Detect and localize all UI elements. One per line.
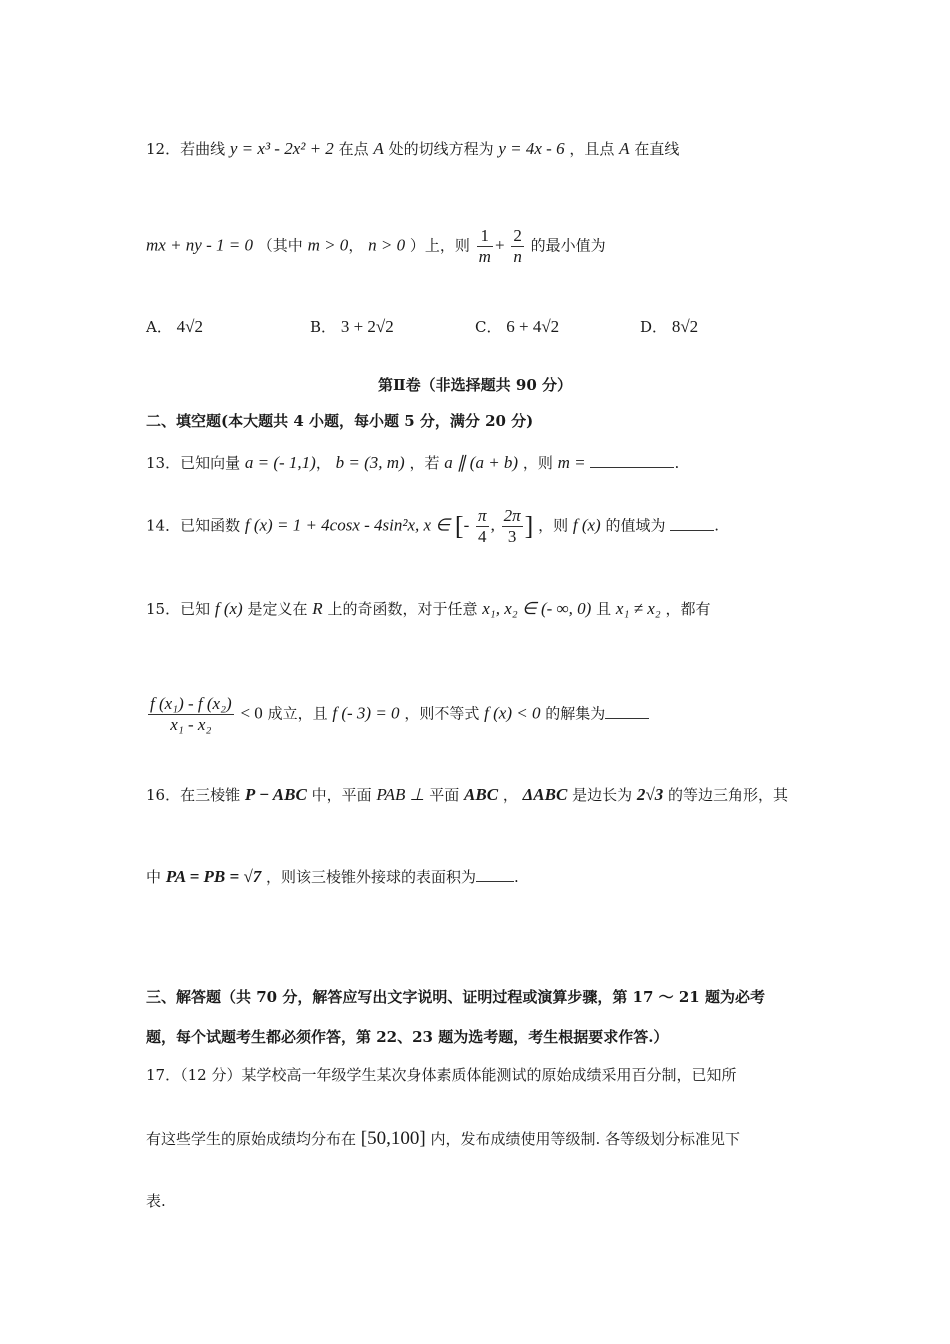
q12-text-7: 的最小值为	[530, 236, 606, 255]
option-label: D．	[640, 318, 668, 336]
q12-frac1-num: 1	[477, 226, 493, 247]
q13-m: m =	[557, 453, 586, 472]
q14-end: .	[714, 516, 720, 535]
answer-blank	[670, 529, 714, 531]
q14-i2-num: 2π	[503, 506, 521, 525]
q15-line-2	[146, 694, 649, 735]
q15-line-1	[146, 598, 710, 619]
q14-interval-left	[476, 506, 489, 547]
option-value: 6 + 4√2	[506, 317, 560, 336]
q16-text-4: 是边长为	[572, 786, 633, 804]
q12-point-a-2: A	[619, 139, 630, 158]
q17-line-2	[146, 1128, 740, 1150]
q15-domain: x₁, x₂ ∈ (- ∞, 0)	[482, 599, 592, 618]
q16-text-1: 中，平面	[311, 786, 372, 804]
q16-pyramid: P − ABC	[244, 785, 307, 804]
q17-line-1: 17．（12 分）某学校高一年级学生某次身体素质体能测试的原始成绩采用百分制，已知所	[146, 1066, 737, 1084]
q15-value: f (- 3) = 0	[332, 703, 400, 723]
section-2-heading: 二、填空题(本大题共 4 小题，每小题 5 分，满分 20 分)	[146, 412, 534, 430]
q17-range: [50,100]	[360, 1128, 426, 1149]
q17-text-1: 有这些学生的原始成绩均分布在	[146, 1130, 357, 1148]
q12-cond-2: n > 0	[368, 235, 406, 255]
q12-option-d	[640, 316, 698, 337]
q16-side: 2√3	[636, 785, 664, 804]
option-label: C．	[475, 318, 502, 336]
q13-end: .	[674, 454, 680, 472]
q14-fx: f (x)	[572, 515, 601, 535]
q12-frac1-den: m	[478, 247, 491, 266]
q15-lt0: < 0	[240, 703, 263, 723]
q16-triangle: ΔABC	[522, 785, 568, 804]
q16-line-2	[146, 866, 519, 887]
q15-fx: f (x)	[214, 599, 243, 618]
q16-line-1	[146, 784, 788, 805]
q16-number: 16．在三棱锥	[146, 786, 241, 804]
q14-number: 14．已知函数	[146, 516, 241, 535]
q13-line: 13．已知向量 a = (- 1,1)， b = (3, m) ，若 a ∥ (a + b) ，则 m = .	[146, 453, 680, 472]
q17-line-3: 表.	[146, 1192, 166, 1210]
q15-text-7: 的解集为	[545, 704, 606, 723]
q12-line-1	[146, 138, 679, 159]
option-value: 8√2	[671, 317, 699, 336]
answer-blank	[605, 717, 649, 719]
part-2-title: 第Ⅱ卷（非选择题共 90 分）	[378, 376, 572, 394]
q14-function: f (x) = 1 + 4cosx - 4sin²x, x ∈	[244, 515, 451, 535]
q14-interval-right	[502, 506, 523, 547]
q16-text-3: ，	[502, 786, 518, 804]
q16-text-2: 平面	[429, 786, 460, 804]
q12-text-6: ）上，则	[409, 236, 470, 255]
q14-text-2: 的值域为	[605, 516, 666, 535]
q15-text-2: 上的奇函数，对于任意	[327, 600, 478, 618]
q12-frac2-den: n	[513, 247, 522, 266]
q16-plane-abc: ABC	[464, 785, 499, 804]
option-label: A．	[146, 318, 172, 336]
q12-option-b	[310, 316, 394, 337]
q12-cond-1: m > 0	[307, 235, 349, 255]
q12-fraction-1	[477, 226, 493, 267]
q12-line-equation: mx + ny - 1 = 0	[146, 235, 253, 255]
q12-text-1: 在点	[338, 140, 369, 158]
q15-text-5: 成立，且	[267, 704, 328, 723]
q16-plane-pab: PAB ⊥	[376, 785, 425, 804]
q12-text-3: ，且点	[569, 140, 615, 158]
q13-condition: a ∥ (a + b)	[444, 453, 519, 472]
q15-number: 15．已知	[146, 600, 211, 618]
section-3-heading-line-2: 题，每个试题考生都必须作答，第 22、23 题为选考题，考生根据要求作答.）	[146, 1028, 669, 1046]
q16-text-5: 的等边三角形，其	[668, 786, 789, 804]
q12-curve: y = x³ - 2x² + 2	[229, 139, 334, 158]
q15-text-6: ，则不等式	[404, 704, 480, 723]
q12-line-2: mx + ny - 1 = 0 （其中 m > 0， n > 0 ）上，则 $\frac{1}{m}$ + $\frac{2}{n}$ 的最小值为	[146, 226, 606, 266]
q15-text-1: 是定义在	[247, 600, 308, 618]
q14-text-1: ，则	[538, 516, 569, 535]
q14-line: 14．已知函数 f (x) = 1 + 4cosx - 4sin²x, x ∈ [- $\frac{\pi}{4}$ , $\frac{2\pi}{3}$ ] ，则 f (x) 的值域为 .	[146, 506, 720, 546]
q15-frac-num: f (x₁) - f (x₂)	[150, 694, 232, 713]
q16-pa-pb: PA = PB = √7	[165, 867, 262, 886]
q15-neq: x₁ ≠ x₂	[615, 599, 661, 618]
q12-tangent: y = 4x - 6	[498, 139, 565, 158]
q15-frac-den: x₁ - x₂	[170, 715, 212, 734]
q15-text-3: 且	[596, 600, 612, 618]
option-value: 4√2	[176, 317, 203, 336]
q13-vector-b: b = (3, m)	[335, 453, 405, 472]
q12-fraction-2	[511, 226, 524, 267]
q16-text-7: ，则该三棱锥外接球的表面积为	[266, 868, 477, 886]
q12-number: 12．若曲线	[146, 140, 226, 158]
option-label: B．	[310, 318, 337, 336]
q17-text-2: 内，发布成绩使用等级制. 各等级划分标准见下	[430, 1130, 741, 1148]
q12-text-2: 处的切线方程为	[388, 140, 494, 158]
q12-frac2-num: 2	[513, 226, 522, 245]
q12-point-a: A	[373, 139, 384, 158]
q14-i1-den: 4	[478, 527, 487, 546]
q12-text-5: （其中	[257, 236, 303, 255]
q15-fraction	[148, 694, 234, 735]
q13-text-2: ，则	[522, 454, 553, 472]
q12-option-a	[146, 316, 203, 337]
q12-option-c	[475, 316, 559, 337]
q15-inequality: f (x) < 0	[484, 703, 541, 723]
q13-text-1: ，若	[409, 454, 440, 472]
answer-blank	[476, 880, 514, 882]
q16-text-6: 中	[146, 868, 162, 886]
q15-r: R	[312, 599, 323, 618]
q16-end: .	[514, 868, 519, 886]
section-3-heading-line-1: 三、解答题（共 70 分，解答应写出文字说明、证明过程或演算步骤，第 17 ～ 21 题为必考	[146, 988, 765, 1006]
q12-text-4: 在直线	[634, 140, 680, 158]
q13-number: 13．已知向量	[146, 454, 241, 472]
answer-blank	[590, 466, 674, 468]
q14-i2-den: 3	[507, 527, 517, 546]
q13-vector-a: a = (- 1,1)	[244, 453, 316, 472]
q14-i1-num: π	[478, 506, 487, 525]
q15-text-4: ，都有	[665, 600, 711, 618]
option-value: 3 + 2√2	[340, 317, 394, 336]
